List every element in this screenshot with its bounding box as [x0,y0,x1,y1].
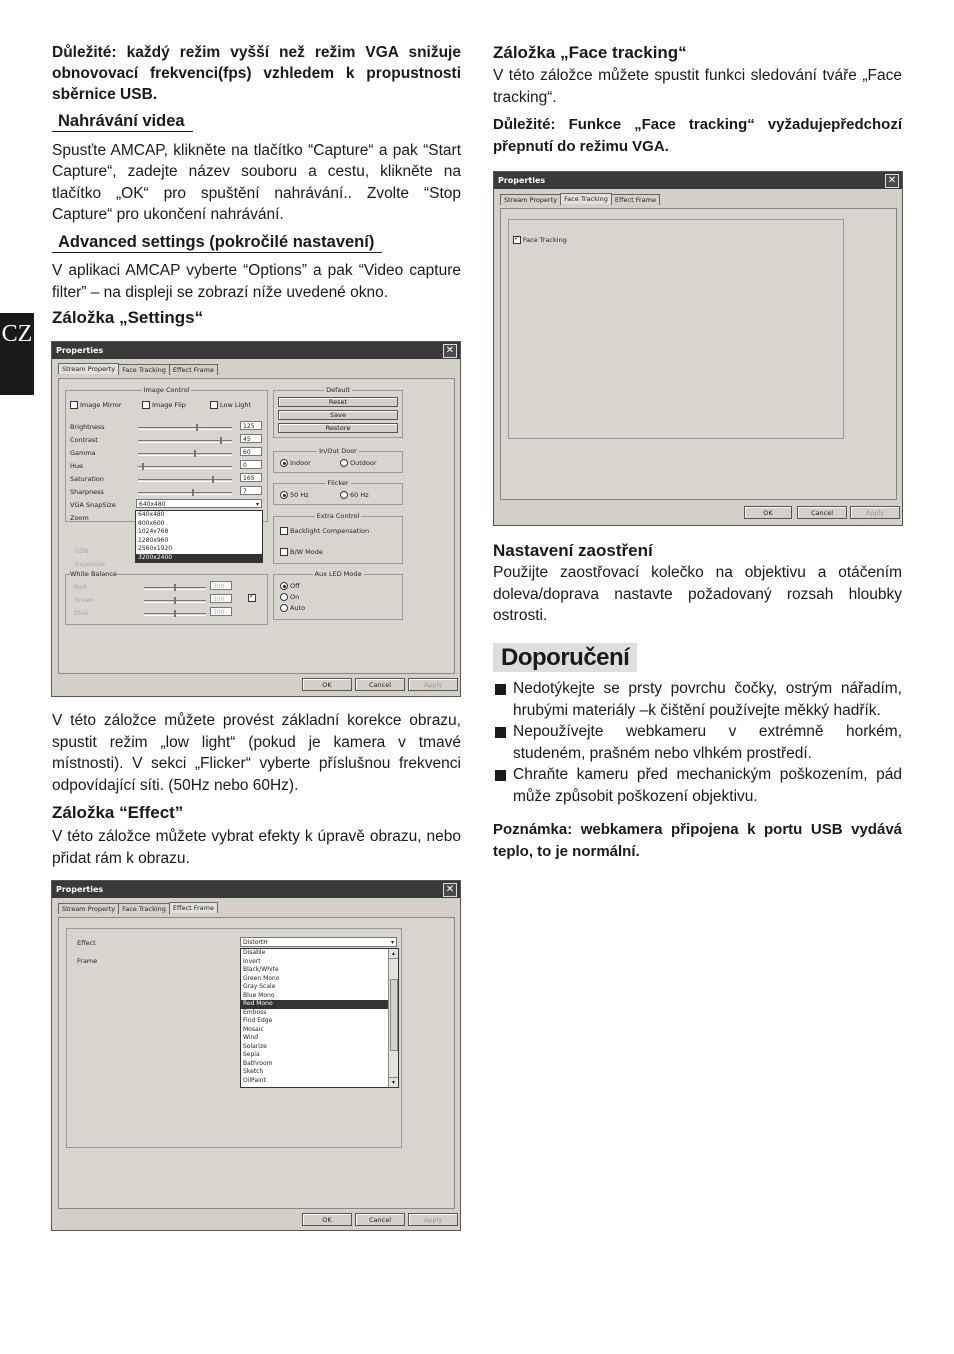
face-tracking-checkbox[interactable]: ✓Face Tracking [513,236,567,244]
stream-property-panel [58,378,455,674]
vga-snapsize-label: VGA SnapSize [70,501,116,509]
led-auto-radio[interactable]: Auto [280,604,305,612]
close-icon[interactable]: ✕ [885,174,899,188]
ok-button[interactable]: OK [302,678,352,691]
left-column [52,42,461,329]
list-item: Nepoužívejte webkameru v extrémně horkém, studeném, prašném nebo vlhkém prostředí. [493,721,902,764]
list-item[interactable]: 3200x2400 [136,554,262,563]
sharpness-slider[interactable] [138,492,232,495]
outdoor-radio[interactable]: Outdoor [340,459,377,467]
reset-button[interactable]: Reset [278,397,398,407]
list-item[interactable]: Find Edge [243,1017,273,1024]
contrast-value[interactable]: 45 [240,434,262,443]
list-item[interactable]: 2560x1920 [138,545,173,552]
inout-door-group: In/Out Door Indoor Outdoor [273,451,403,473]
effect-frame-group [66,928,402,1148]
saturation-slider[interactable] [138,479,232,482]
dialog-title-bar: Properties [52,881,460,898]
advanced-heading: Advanced settings (pokročilé nastavení) [52,232,382,253]
blue-label: Blue [74,609,89,617]
list-item[interactable]: 640x480 [138,511,165,518]
red-value[interactable]: 300 [210,581,232,590]
face-tracking-group [508,219,844,439]
face-tracking-note: Důležité: Funkce „Face tracking“ vyžadujepředchozí přepnutí do režimu VGA. [493,116,902,155]
green-slider[interactable] [144,600,206,603]
hue-value[interactable]: 0 [240,460,262,469]
gamma-label: Gamma [70,449,96,457]
cancel-button[interactable]: Cancel [355,1213,405,1226]
settings-text: V této záložce můžete provést základní korekce obrazu, spustit režim „low light“ (pokud je kamera v tmavé místnosti). V sekci „Flicker“ vyberte příslušnou frekvenci odpovídající síti. (50Hz nebo 60Hz). [52,712,461,794]
frame-label: Frame [77,957,98,965]
tab-face-tracking[interactable]: Face Tracking [560,193,612,204]
tab-face-tracking[interactable]: Face Tracking [118,364,170,375]
led-on-radio[interactable]: On [280,593,299,601]
recording-heading: Nahrávání videa [52,111,193,132]
face-tracking-text: V této záložce můžete spustit funkci sledování tváře „Face tracking“. [493,67,902,106]
list-item[interactable]: Black/White [243,966,279,973]
tab-strip [58,364,217,376]
default-group: Default Reset Save Restore [273,390,403,438]
usb-label: USB [75,547,89,555]
effect-label: Effect [77,939,96,947]
recommendations-heading: Doporučení [493,643,637,673]
effect-dropdown-list[interactable] [240,948,399,1088]
zoom-label: Zoom [70,514,89,522]
effect-heading: Záložka “Effect” [52,803,184,822]
indoor-radio[interactable]: Indoor [280,459,311,467]
focus-heading: Nastavení zaostření [493,541,653,560]
green-label: Green [74,596,94,604]
close-icon[interactable]: ✕ [443,344,457,358]
aux-led-group: Aux LED Mode Off On Auto [273,574,403,620]
focus-text: Použijte zaostřovací kolečko na objektivu a otáčením doleva/doprava nastavte požadovaný rozsah hloubky ostrosti. [493,564,902,624]
saturation-value[interactable]: 165 [240,473,262,482]
list-item[interactable]: OilPaint [243,1076,266,1084]
backlight-checkbox[interactable]: Backlight Compensation [280,527,369,535]
image-flip-checkbox[interactable]: Image Flip [142,401,186,409]
list-item[interactable]: Gray Scale [243,983,276,990]
hue-slider[interactable] [138,466,232,469]
red-label: Red [74,583,87,591]
tab-effect-frame[interactable]: Effect Frame [169,364,218,375]
ok-button[interactable]: OK [302,1213,352,1226]
list-scrollbar[interactable] [388,949,398,1087]
image-mirror-checkbox[interactable]: Image Mirror [70,401,122,409]
ok-button[interactable]: OK [744,506,792,519]
extra-control-group: Extra Control Backlight Compensation B/W Mode [273,516,403,564]
tab-strip [500,194,659,206]
effect-frame-panel [58,917,455,1209]
settings-dialog [51,341,461,697]
list-item[interactable]: Emboss [243,1008,267,1016]
list-item[interactable]: Sepia [243,1051,260,1058]
list-item[interactable]: 1280x960 [138,536,169,544]
list-item[interactable]: Bathroom [243,1059,273,1067]
green-value[interactable]: 300 [210,594,232,603]
led-off-radio[interactable]: Off [280,582,300,590]
left-column-lower [52,710,461,869]
effect-select[interactable]: DistortH ▾ [240,937,397,947]
brightness-label: Brightness [70,423,105,431]
vga-snapsize-select[interactable]: 640x480 ▾ [136,499,262,508]
list-item[interactable]: 800x600 [138,519,165,527]
image-control-group: Image Control Image Mirror Image Flip Low Light Brightness 125 Contrast 45 Gamma 60 Hue 0 Saturation 165 Sharpness 7 VGA SnapSize 640x480 ▾ Zoom [65,390,268,522]
final-note: Poznámka: webkamera připojena k portu USB vydává teplo, to je normální. [493,821,902,860]
low-light-checkbox[interactable]: Low Light [210,401,251,409]
list-item[interactable]: Solarize [243,1042,267,1050]
scroll-thumb[interactable] [390,979,398,1051]
language-tab-cz: CZ [0,313,34,395]
blue-slider[interactable] [144,613,206,616]
important-note: Důležité: každý režim vyšší než režim VGA snižuje obnovovací frekvenci(fps) vzhledem k propustnosti sběrnice USB. [52,44,461,103]
face-tracking-panel [500,208,897,500]
contrast-label: Contrast [70,436,98,444]
tab-effect-frame[interactable]: Effect Frame [169,902,218,913]
dialog-title-bar: Properties [52,342,460,359]
restore-button[interactable]: Restore [278,423,398,433]
brightness-slider[interactable] [138,427,232,430]
cancel-button[interactable]: Cancel [355,678,405,691]
dialog-title-bar: Properties [494,172,902,189]
close-icon[interactable]: ✕ [443,883,457,897]
scroll-down-icon[interactable]: ▾ [389,1077,398,1087]
apply-button[interactable]: Apply [850,506,900,519]
cancel-button[interactable]: Cancel [797,506,847,519]
right-column [493,42,902,157]
list-item[interactable]: Wind [243,1034,259,1041]
face-tracking-heading: Záložka „Face tracking“ [493,43,687,62]
list-item[interactable]: Green Mono [243,974,280,982]
white-balance-group: White Balance Red 300 Green 300 Blue 300 ✓ [65,574,268,625]
sharpness-label: Sharpness [70,488,104,496]
effect-dialog [51,880,461,1231]
auto-wb-checkbox[interactable] [248,594,258,602]
recording-text: Spusťte AMCAP, klikněte na tlačítko “Capture“ a pak “Start Capture“, zadejte název souboru a cestu, klikněte na tlačítko „OK“ pro spuštění nahrávání.. Zvolte “Stop Capture“ pro ukončení nahrávání. [52,141,461,223]
tab-strip [58,903,217,915]
tab-effect-frame[interactable]: Effect Frame [611,194,660,205]
red-slider[interactable] [144,587,206,590]
list-item: Chraňte kameru před mechanickým poškozením, pád může způsobit poškození objektivu. [493,764,902,807]
list-item[interactable]: Disable [243,949,266,956]
gamma-slider[interactable] [138,453,232,456]
tab-stream-property[interactable]: Stream Property [58,363,119,374]
list-item[interactable]: 1024x768 [138,528,169,535]
tab-stream-property[interactable]: Stream Property [58,903,119,914]
snapsize-dropdown-list[interactable] [135,510,263,563]
scroll-up-icon[interactable]: ▴ [389,949,398,959]
exposure-label: Exposure [75,560,106,568]
settings-heading: Záložka „Settings“ [52,308,204,327]
apply-button[interactable]: Apply [408,1213,458,1226]
gamma-value[interactable]: 60 [240,447,262,456]
50hz-radio[interactable]: 50 Hz [280,491,309,499]
effect-text: V této záložce můžete vybrat efekty k úpravě obrazu, nebo přidat rám k obrazu. [52,828,461,867]
60hz-radio[interactable]: 60 Hz [340,491,369,499]
list-item[interactable]: Sketch [243,1068,264,1075]
list-item[interactable]: Invert [243,957,261,965]
save-button[interactable]: Save [278,410,398,420]
list-item: Nedotýkejte se prsty povrchu čočky, ostrým nářadím, hrubými materiály –k čištění používejte měkký hadřík. [493,678,902,721]
right-column-lower [493,540,902,862]
saturation-label: Saturation [70,475,104,483]
flicker-group: Flicker 50 Hz 60 Hz [273,483,403,505]
contrast-slider[interactable] [138,440,232,443]
face-tracking-dialog [493,171,903,526]
tab-stream-property[interactable]: Stream Property [500,194,561,205]
list-item[interactable]: Blue Mono [243,991,275,999]
apply-button[interactable]: Apply [408,678,458,691]
list-item[interactable]: Mosaic [243,1025,264,1033]
blue-value[interactable]: 300 [210,607,232,616]
bw-mode-checkbox[interactable]: B/W Mode [280,548,323,556]
advanced-text: V aplikaci AMCAP vyberte “Options” a pak “Video capture filter” – na displeji se zobrazí níže uvedené okno. [52,262,461,301]
sharpness-value[interactable]: 7 [240,486,262,495]
list-item[interactable]: Red Mono [241,1000,388,1009]
hue-label: Hue [70,462,84,470]
tab-face-tracking[interactable]: Face Tracking [118,903,170,914]
brightness-value[interactable]: 125 [240,421,262,430]
